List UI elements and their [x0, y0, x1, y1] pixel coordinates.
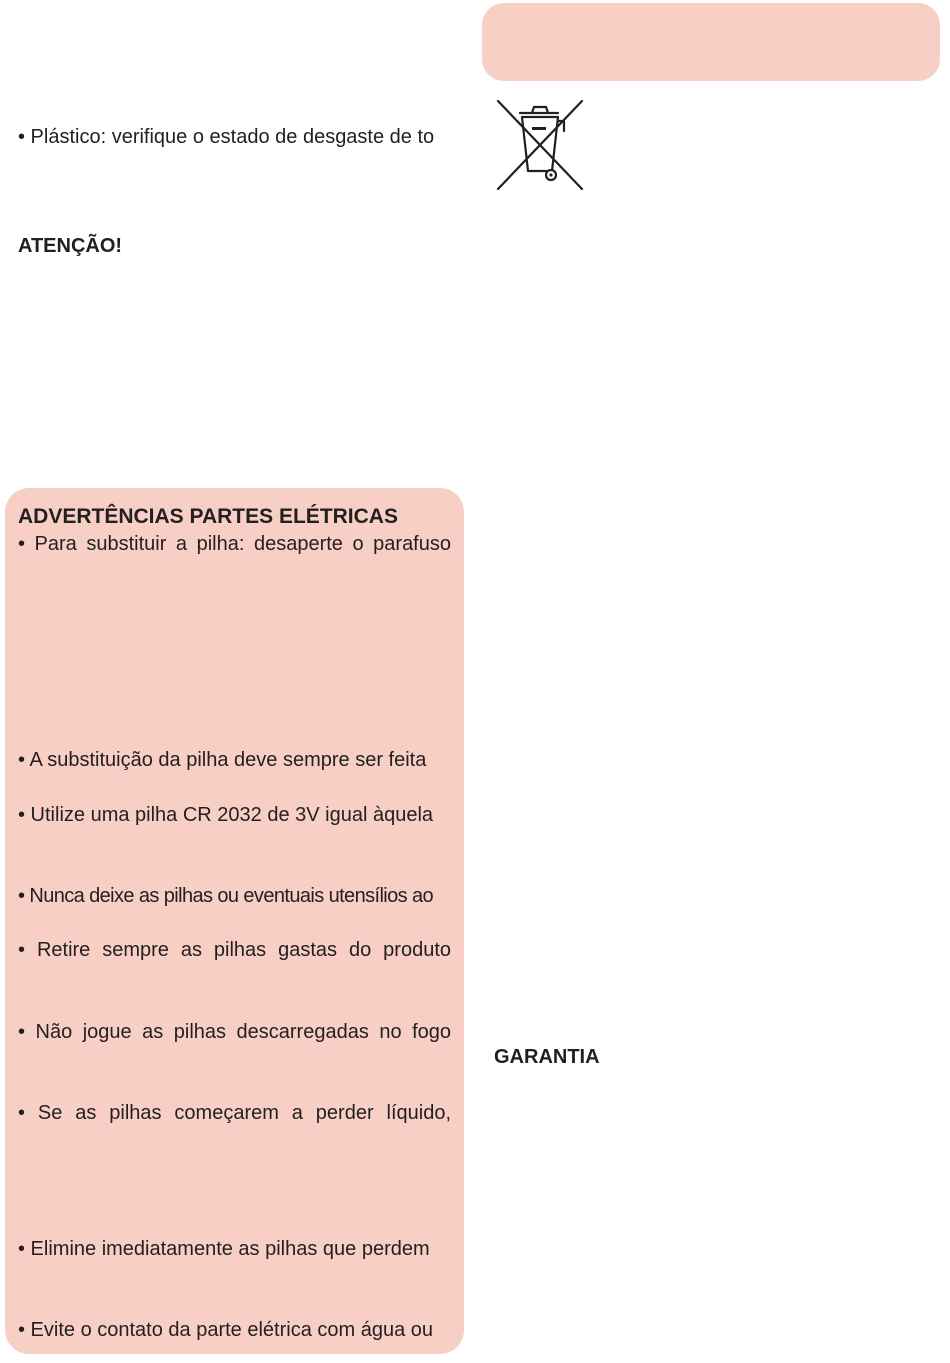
attention-heading: ATENÇÃO! — [18, 235, 123, 257]
warning-item: • Para substituir a pilha: desaperte o parafuso — [18, 533, 451, 555]
warning-item: • Retire sempre as pilhas gastas do produto — [18, 939, 451, 961]
warning-item: • Elimine imediatamente as pilhas que perdem — [18, 1238, 430, 1260]
electrical-warnings-heading: ADVERTÊNCIAS PARTES ELÉTRICAS — [18, 505, 398, 528]
warning-item: • Evite o contato da parte elétrica com água ou — [18, 1319, 434, 1341]
electrical-warnings-panel — [5, 488, 464, 1354]
warning-item: • Utilize uma pilha CR 2032 de 3V igual àquela — [18, 804, 434, 826]
warning-item: • A substituição da pilha deve sempre ser feita — [18, 749, 427, 771]
top-banner — [482, 3, 940, 81]
bullet-plastic: • Plástico: verifique o estado de desgaste de to — [18, 126, 435, 148]
warranty-heading: GARANTIA — [494, 1046, 600, 1068]
warning-item: • Não jogue as pilhas descarregadas no fogo — [18, 1021, 451, 1043]
warning-item: • Se as pilhas começarem a perder líquido, — [18, 1102, 451, 1124]
warning-item: • Nunca deixe as pilhas ou eventuais utensílios ao — [18, 885, 434, 907]
crossed-out-wheelie-bin-icon — [494, 97, 586, 191]
